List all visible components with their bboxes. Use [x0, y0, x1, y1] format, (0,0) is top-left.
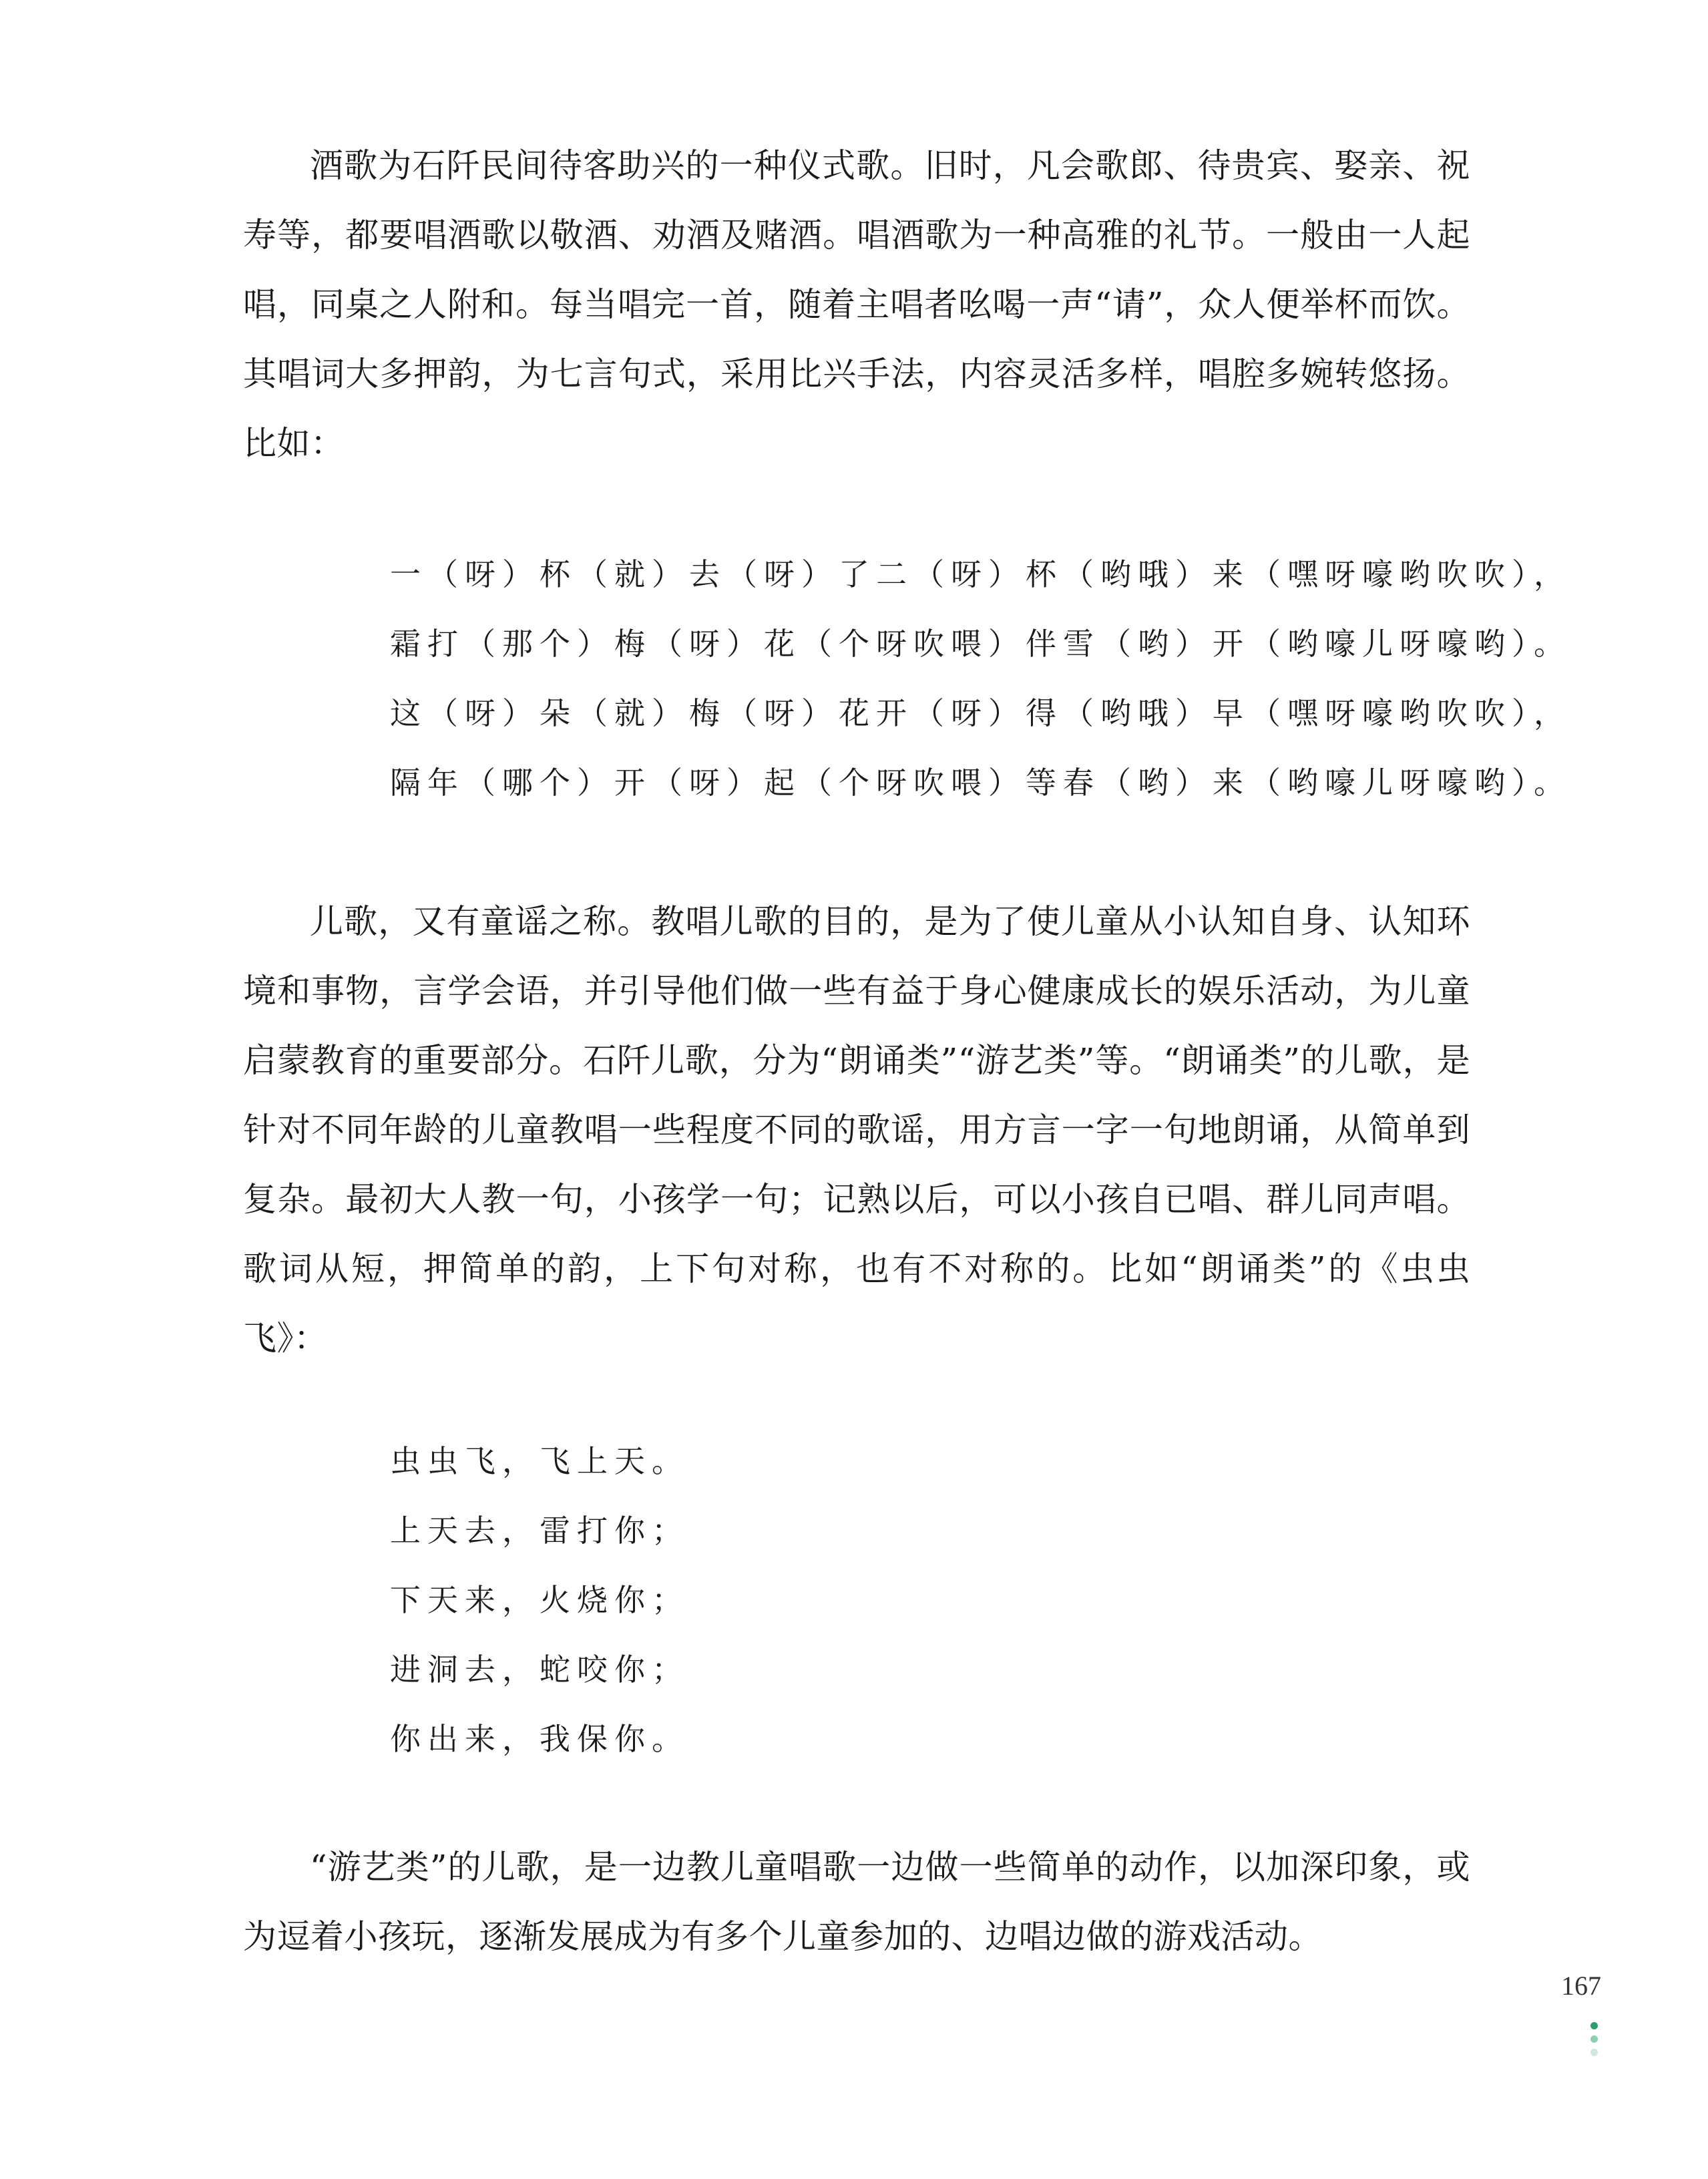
verse-line: 虫虫飞，飞上天。 — [390, 1443, 689, 1479]
verse-line: 一（呀）杯（就）去（呀）了二（呀）杯（哟哦）来（嘿呀嚎哟吹吹）， — [390, 556, 1571, 592]
verse-line: 隔年（哪个）开（呀）起（个呀吹喂）等春（哟）来（哟嚎儿呀嚎哟）。 — [390, 765, 1571, 801]
dot-icon — [1590, 2022, 1598, 2029]
verse-line: 下天来，火烧你； — [390, 1582, 689, 1618]
verse-line: 上天去，雷打你； — [390, 1513, 689, 1549]
verse-line: 你出来，我保你。 — [390, 1721, 689, 1757]
decorative-dots — [1590, 2022, 1598, 2062]
verse-line: 这（呀）朵（就）梅（呀）花开（呀）得（哟哦）早（嘿呀嚎哟吹吹）， — [390, 695, 1571, 731]
dot-icon — [1590, 2035, 1598, 2043]
verse-line: 霜打（那个）梅（呀）花（个呀吹喂）伴雪（哟）开（哟嚎儿呀嚎哟）。 — [390, 626, 1571, 662]
paragraph-drinking-songs: 酒歌为石阡民间待客助兴的一种仪式歌。旧时，凡会歌郎、待贵宾、娶亲、祝寿等，都要唱酒歌以敬酒、劝酒及赌酒。唱酒歌为一种高雅的礼节。一般由一人起唱，同桌之人附和。每当唱完一首，随着主唱者吆喝一声“请”，众人便举杯而饮。其唱词大多押韵，为七言句式，采用比兴手法，内容灵活多样，唱腔多婉转悠扬。比如： — [243, 146, 1470, 463]
dot-icon — [1590, 2049, 1598, 2056]
verse-drinking-song — [390, 540, 1571, 817]
paragraph-game-songs: “游艺类”的儿歌，是一边教儿童唱歌一边做一些简单的动作，以加深印象，或为逗着小孩玩，逐渐发展成为有多个儿童参加的、边唱边做的游戏活动。 — [243, 1848, 1470, 1956]
page-number: 167 — [1561, 1971, 1601, 2001]
verse-line: 进洞去，蛇咬你； — [390, 1651, 689, 1688]
paragraph-childrens-songs: 儿歌，又有童谣之称。教唱儿歌的目的，是为了使儿童从小认知自身、认知环境和事物，言学会语，并引导他们做一些有益于身心健康成长的娱乐活动，为儿童启蒙教育的重要部分。石阡儿歌，分为“朗诵类”“游艺类”等。“朗诵类”的儿歌，是针对不同年龄的儿童教唱一些程度不同的歌谣，用方言一字一句地朗诵，从简单到复杂。最初大人教一句，小孩学一句；记熟以后，可以小孩自已唱、群儿同声唱。歌词从短，押简单的韵，上下句对称，也有不对称的。比如“朗诵类”的《虫虫飞》： — [243, 902, 1470, 1358]
verse-chongchong-fei — [390, 1426, 689, 1774]
